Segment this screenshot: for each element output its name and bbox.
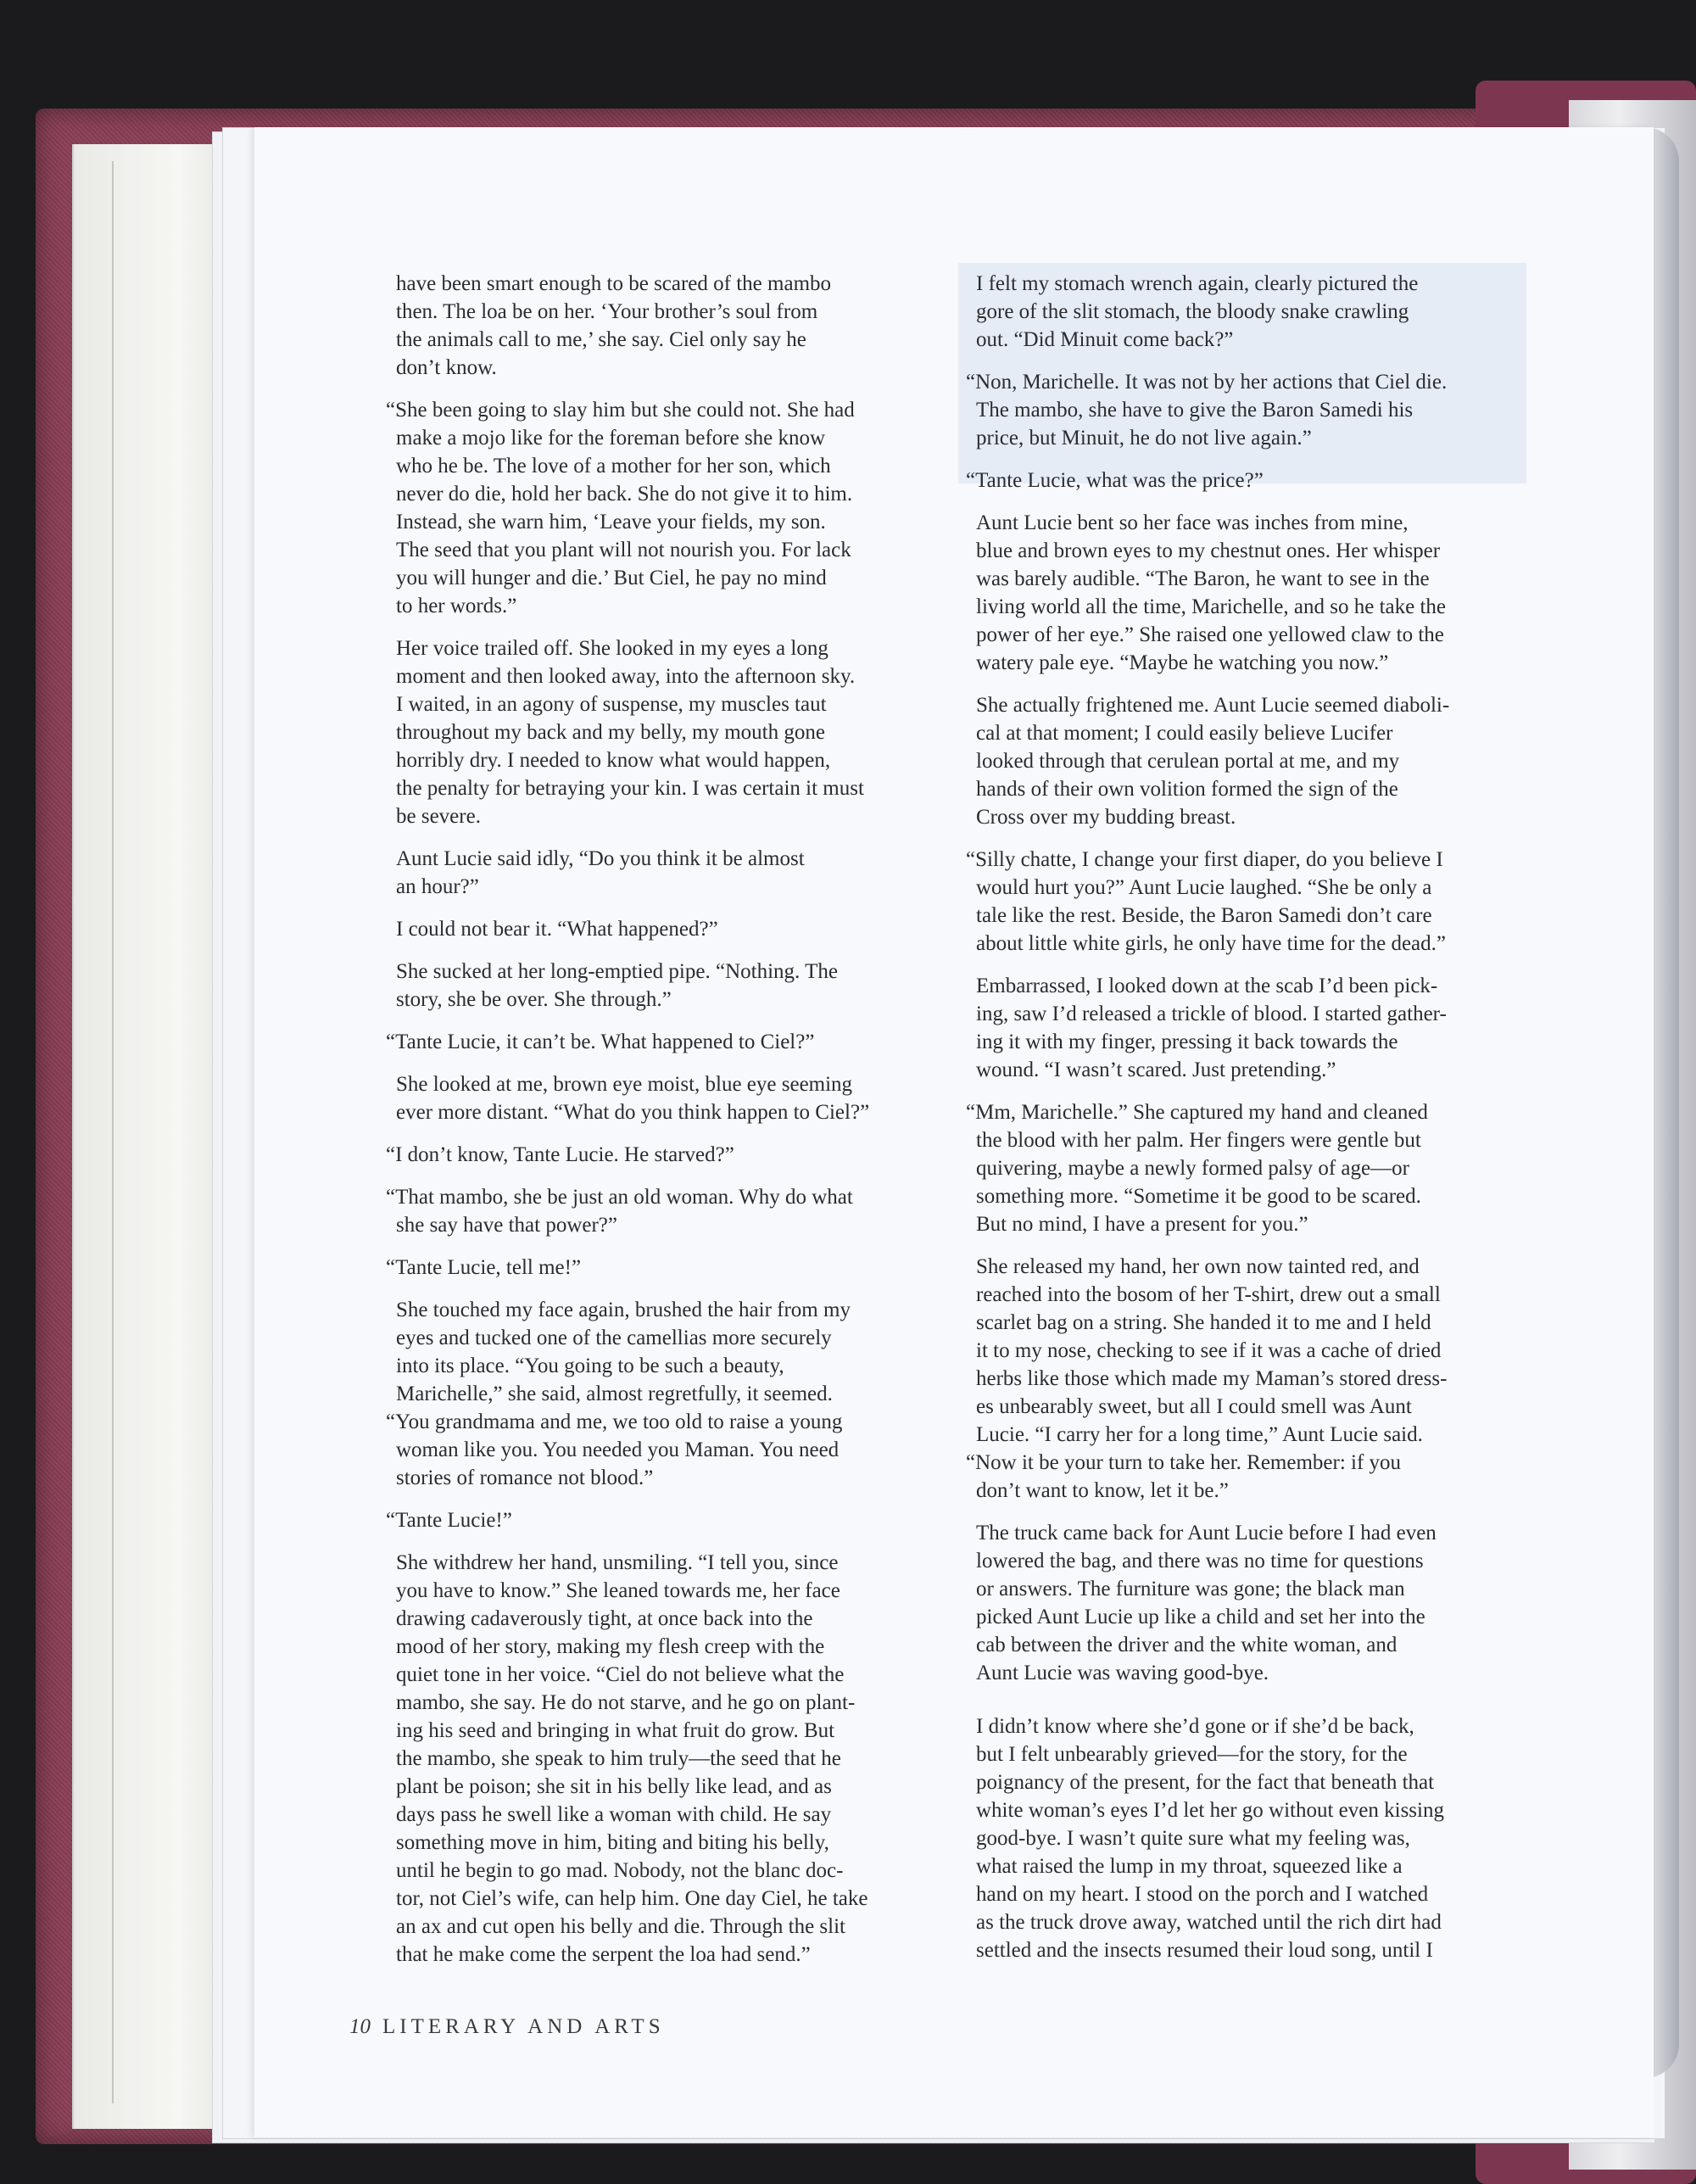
paragraph: I felt my stomach wrench again, clearly pictured the gore of the slit stomach, the bloody snake crawling out. “Did Minuit come back?” — [976, 272, 1419, 351]
paragraph: She actually frightened me. Aunt Lucie seemed diaboli- cal at that moment; I could easily believe Lucifer looked through that cerulean portal at me, and my hands of their own volition formed the sign of the Cross over my budding breast. — [976, 694, 1450, 829]
paragraph: I didn’t know where she’d gone or if she’d be back, but I felt unbearably grieved—for the story, for the poignancy of the present, for the fact that beneath that white woman’s eyes I’d let her go without even kissing good-bye. I wasn’t quite sure what my feeling was, what raised the lump in my throat, squeezed like a hand on my heart. I stood on the porch and I watched as the truck drove away, watched until the rich dirt had settled and the insects resumed their loud song, until I — [976, 1715, 1444, 1962]
paragraph: “Tante Lucie, tell me!” — [386, 1256, 582, 1279]
paragraph: “Tante Lucie, what was the price?” — [966, 469, 1264, 492]
paragraph: I could not bear it. “What happened?” — [396, 918, 718, 941]
paragraph: “That mambo, she be just an old woman. Why do what she say have that power?” — [386, 1186, 853, 1237]
paragraph: Embarrassed, I looked down at the scab I’d been pick- ing, saw I’d released a trickle of blood. I started gather- ing it with my finger, pressing it back towards the wound. “I wasn’t scared. Just pretending.” — [976, 975, 1447, 1081]
paragraph: “Tante Lucie!” — [386, 1509, 512, 1532]
paragraph: have been smart enough to be scared of the mambo then. The loa be on her. ‘Your brother’s soul from the animals call to me,’ she say. Ciel only say he don’t know. — [396, 272, 832, 379]
paragraph: She looked at me, brown eye moist, blue eye seeming ever more distant. “What do you think happen to Ciel?” — [396, 1073, 870, 1124]
paragraph: The truck came back for Aunt Lucie before I had even lowered the bag, and there was no time for questions or answers. The furniture was gone; the black man picked Aunt Lucie up like a child and set her into the cab between the driver and the white woman, and Aunt Lucie was waving good-bye. — [976, 1522, 1437, 1684]
right-text-column — [966, 270, 1527, 1979]
paragraph: She withdrew her hand, unsmiling. “I tell you, since you have to know.” She leaned towards me, her face drawing cadaverously tight, at once back into the mood of her story, making my flesh creep with the quiet tone in her voice. “Ciel do not believe what the mambo, she say. He do not starve, and he go on plant- ing his seed and bringing in what fruit do grow. But the mambo, she speak to him truly—the seed that he plant be poison; she sit in his belly like lead, and as days pass he swell like a woman with child. He say something move in him, biting and biting his belly, until he begin to go mad. Nobody, not the blanc doc- tor, not Ciel’s wife, can help him. One day Ciel, he take an ax and cut open his belly and die. Through the slit that he make come the serpent the loa had send.” — [396, 1551, 868, 1966]
paragraph: “You grandmama and me, we too old to raise a young woman like you. You needed you Maman. You need stories of romance not blood.” — [386, 1410, 843, 1489]
paragraph: “Mm, Marichelle.” She captured my hand and cleaned the blood with her palm. Her fingers were gentle but quivering, maybe a newly formed palsy of age—or something more. “Sometime it be good to be scared. But no mind, I have a present for you.” — [966, 1101, 1428, 1236]
paragraph: “She been going to slay him but she could not. She had make a mojo like for the foreman before she know who he be. The love of a mother for her son, which never do die, hold her back. She do not give it to him. Instead, she warn him, ‘Leave your fields, my son. The seed that you plant will not nourish you. For lack you will hunger and die.’ But Ciel, he pay no mind to her words.” — [386, 399, 855, 617]
paragraph: Aunt Lucie said idly, “Do you think it be almost an hour?” — [396, 847, 805, 898]
paragraph: She sucked at her long-emptied pipe. “Nothing. The story, she be over. She through.” — [396, 960, 838, 1011]
paragraph: “Tante Lucie, it can’t be. What happened to Ciel?” — [386, 1031, 815, 1053]
paragraph: She touched my face again, brushed the hair from my eyes and tucked one of the camellias more securely into its place. “You going to be such a beauty, Marichelle,” she said, almost regretfully, it seemed. — [396, 1299, 851, 1405]
paragraph: “I don’t know, Tante Lucie. He starved?” — [386, 1143, 734, 1166]
page-footer — [349, 2015, 665, 2039]
page-number: 10 — [349, 2015, 371, 2038]
paragraph: “Non, Marichelle. It was not by her actions that Ciel die. The mambo, she have to give the Baron Samedi his price, but Minuit, he do not live again.” — [966, 371, 1448, 450]
paragraph: She released my hand, her own now tainted red, and reached into the bosom of her T-shirt, drew out a small scarlet bag on a string. She handed it to me and I held it to my nose, checking to see if it was a cache of dried herbs like those which made my Maman’s stored dress- es unbearably sweet, but all I could smell was Aunt Lucie. “I carry her for a long time,” Aunt Lucie said. — [976, 1255, 1448, 1446]
paragraph: Aunt Lucie bent so her face was inches from mine, blue and brown eyes to my chestnut ones. Her whisper was barely audible. “The Baron, he want to see in the living world all the time, Marichelle, and so he take the power of her eye.” She raised one yellowed claw to the watery pale eye. “Maybe he watching you now.” — [976, 511, 1447, 674]
paragraph: Her voice trailed off. She looked in my eyes a long moment and then looked away, into the afternoon sky. I waited, in an agony of suspense, my muscles taut throughout my back and my belly, my mouth gone horribly dry. I needed to know what would happen, the penalty for betraying your kin. I was certain it must be severe. — [396, 637, 864, 828]
paragraph: “Now it be your turn to take her. Remember: if you don’t want to know, let it be.” — [966, 1451, 1402, 1502]
section-title: LITERARY AND ARTS — [382, 2015, 665, 2038]
paragraph: “Silly chatte, I change your first diaper, do you believe I would hurt you?” Aunt Lucie laughed. “She be only a tale like the rest. Beside, the Baron Samedi don’t care about little white girls, he only have time for the dead.” — [966, 848, 1447, 955]
left-text-column — [386, 270, 947, 1983]
